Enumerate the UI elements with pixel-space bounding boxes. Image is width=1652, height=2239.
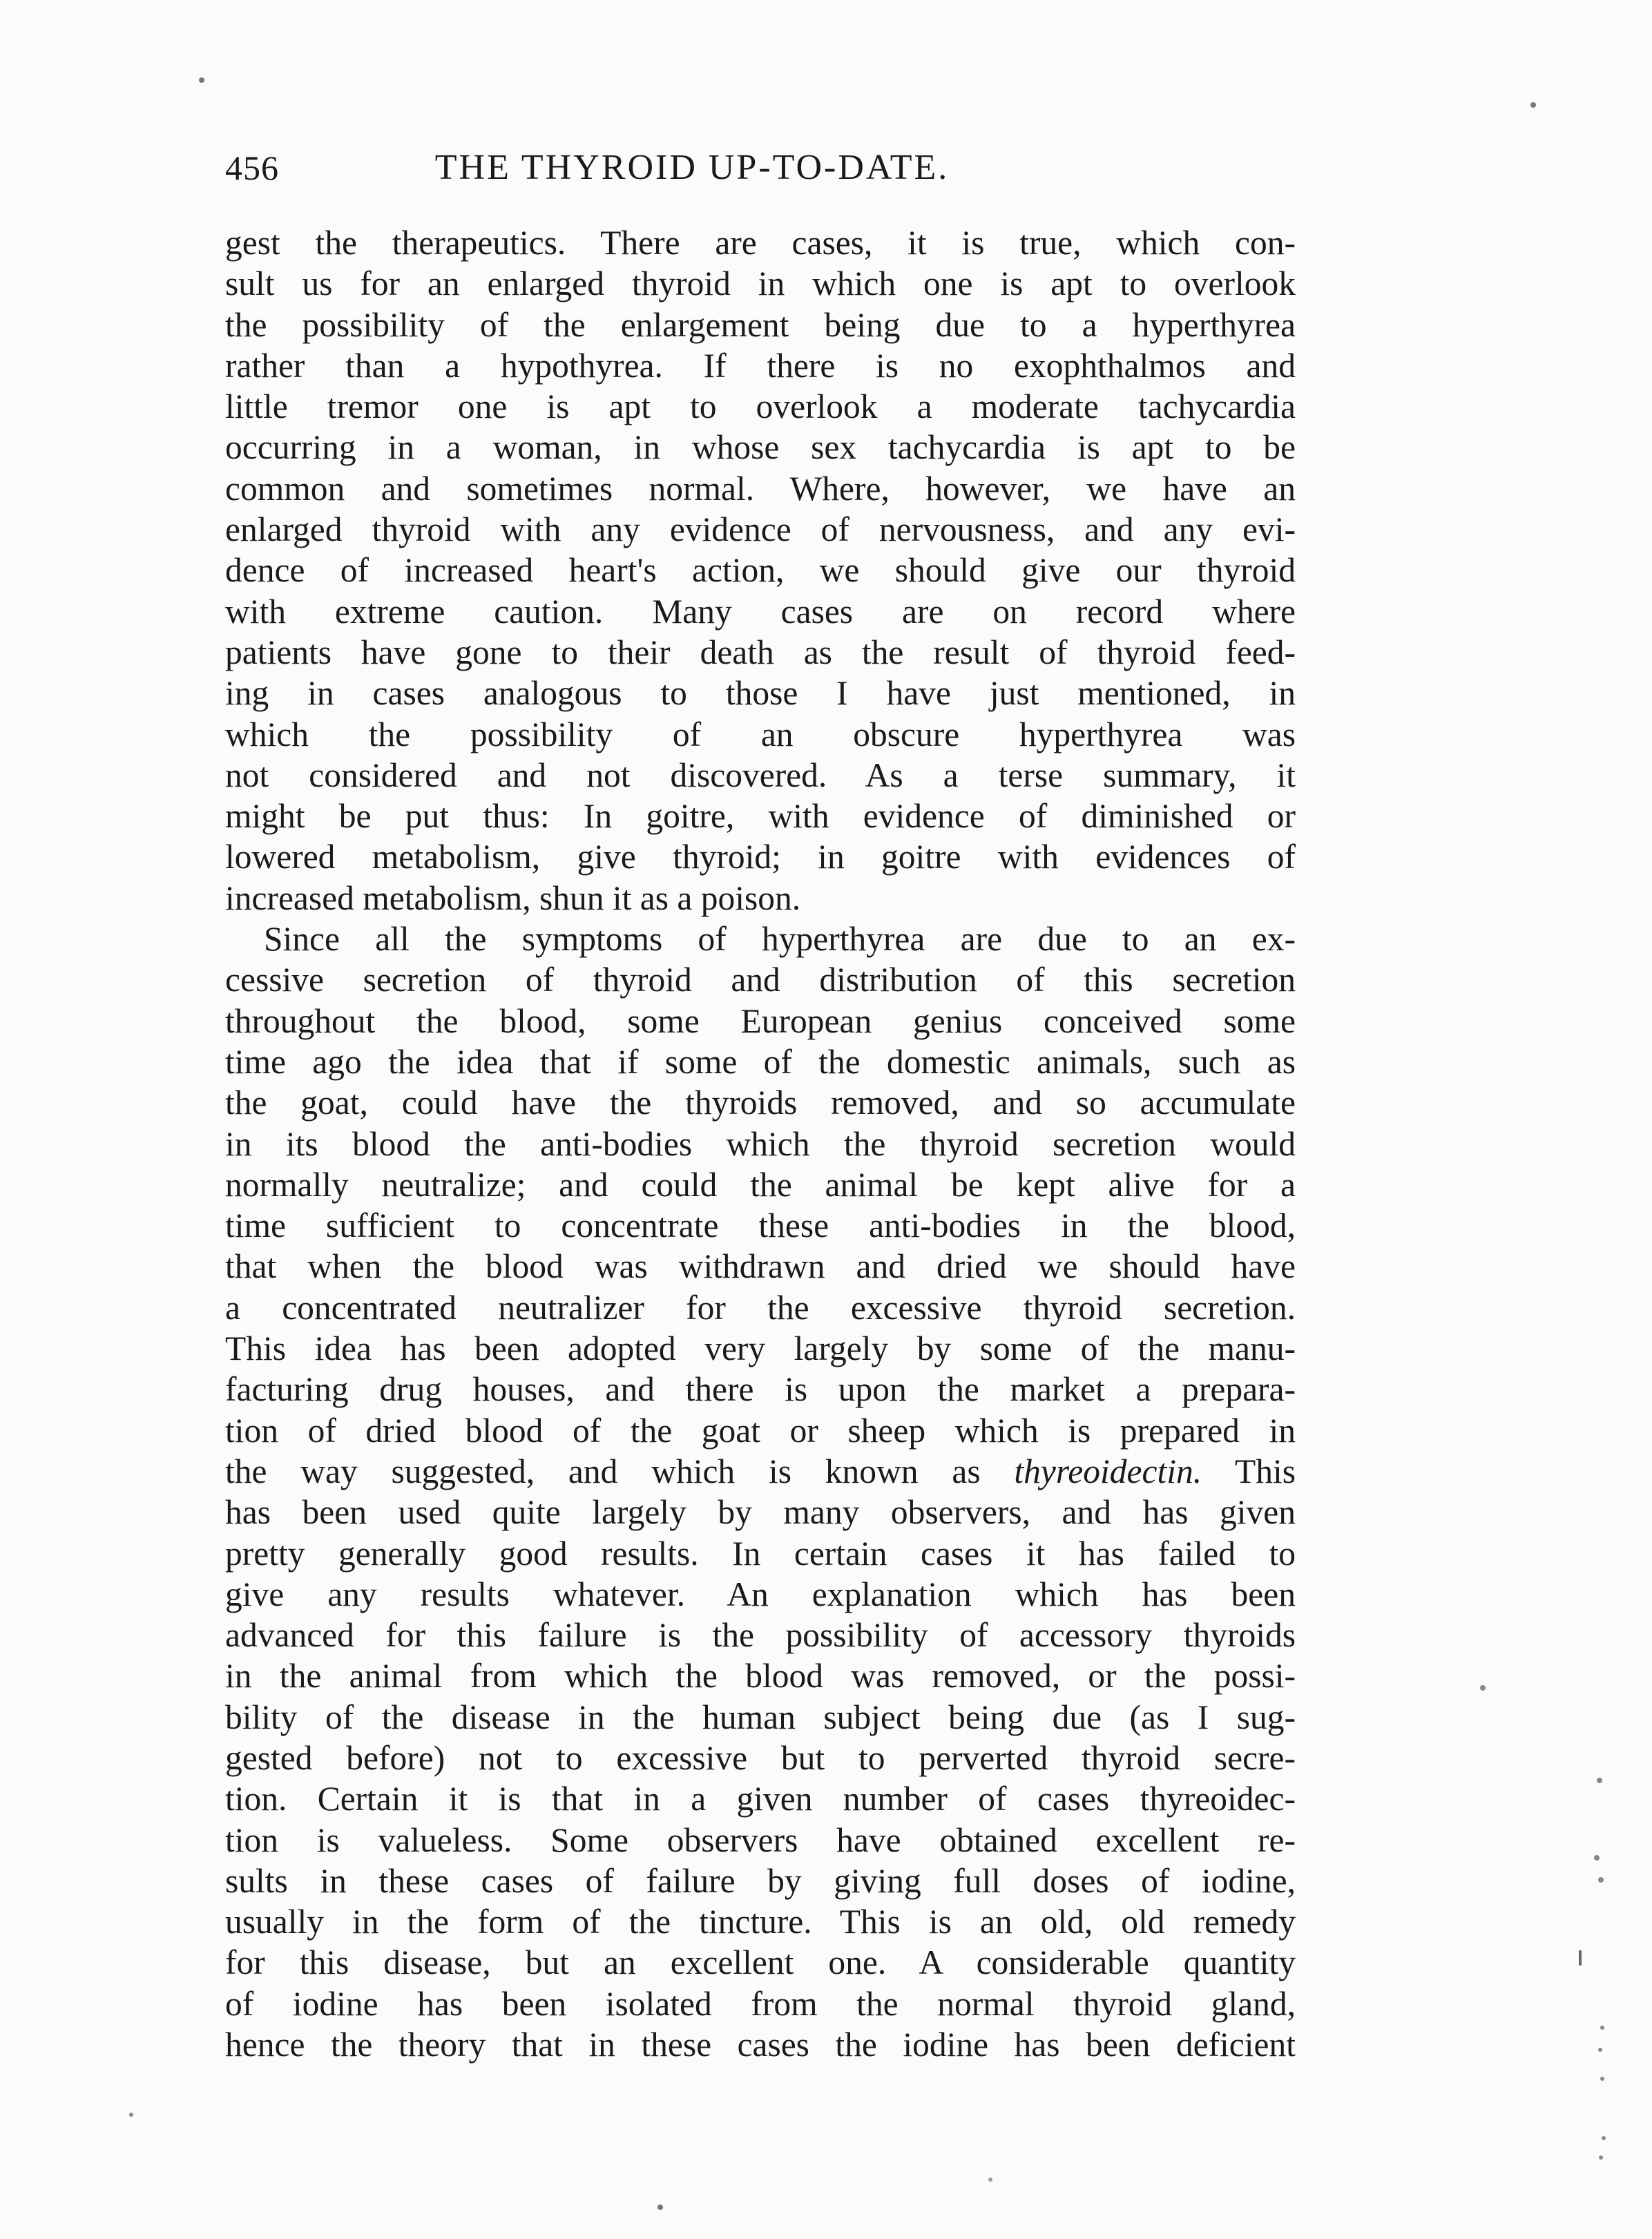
text-line: time sufficient to concentrate these anti-bodies in the blood, <box>225 1207 1296 1245</box>
text-line: pretty generally good results. In certain cases it has failed to <box>225 1534 1296 1573</box>
text-line: bility of the disease in the human subject being due (as I sug- <box>225 1698 1296 1736</box>
text-line: gested before) not to excessive but to perverted thyroid secre- <box>225 1738 1296 1777</box>
text-line: sults in these cases of failure by giving full doses of iodine, <box>225 1861 1296 1900</box>
text-run: This <box>1202 1452 1296 1490</box>
text-line: normally neutralize; and could the animal be kept alive for a <box>225 1165 1296 1204</box>
text-line: occurring in a woman, in whose sex tachycardia is apt to be <box>225 428 1296 467</box>
text-line: increased metabolism, shun it as a poison. <box>225 878 801 917</box>
italic-term: thyreoidectin. <box>1014 1452 1202 1490</box>
scan-speck <box>988 2178 992 2182</box>
page-number: 456 <box>225 148 279 187</box>
text-line: This idea has been adopted very largely by some of the manu- <box>225 1329 1296 1368</box>
scan-speck <box>1594 1855 1600 1861</box>
text-line: cessive secretion of thyroid and distribution of this secretion <box>225 961 1296 999</box>
text-line: tion of dried blood of the goat or sheep which is prepared in <box>225 1411 1296 1450</box>
text-line: of iodine has been isolated from the normal thyroid gland, <box>225 1984 1296 2023</box>
scan-speck <box>1598 1877 1604 1883</box>
scan-speck <box>1480 1685 1486 1691</box>
text-line: advanced for this failure is the possibility of accessory thyroids <box>225 1616 1296 1655</box>
text-line: enlarged thyroid with any evidence of nervousness, and any evi- <box>225 510 1296 549</box>
text-line: in the animal from which the blood was removed, or the possi- <box>225 1657 1296 1695</box>
text-line: the goat, could have the thyroids removed, and so accumulate <box>225 1084 1296 1122</box>
running-title: THE THYROID UP-TO-DATE. <box>434 148 950 187</box>
scan-speck <box>1599 2155 1603 2160</box>
text-line: patients have gone to their death as the result of thyroid feed- <box>225 633 1296 671</box>
text-line: for this disease, but an excellent one. A considerable quantity <box>225 1943 1296 1982</box>
text-line: tion is valueless. Some observers have obtained excellent re- <box>225 1820 1296 1859</box>
text-line: ing in cases analogous to those I have just mentioned, in <box>225 674 1296 713</box>
scan-speck <box>1600 2026 1604 2030</box>
text-line: time ago the idea that if some of the domestic animals, such as <box>225 1042 1296 1081</box>
text-line: Since all the symptoms of hyperthyrea are due to an ex- <box>264 920 1296 959</box>
text-line: not considered and not discovered. As a terse summary, it <box>225 756 1296 794</box>
text-line: that when the blood was withdrawn and dried we should have <box>225 1247 1296 1286</box>
scan-speck <box>657 2204 663 2210</box>
text-line: sult us for an enlarged thyroid in which one is apt to overlook <box>225 265 1296 303</box>
text-line: rather than a hypothyrea. If there is no exophthalmos and <box>225 346 1296 385</box>
text-line: give any results whatever. An explanation which has been <box>225 1575 1296 1613</box>
text-line: in its blood the anti-bodies which the thyroid secretion would <box>225 1124 1296 1163</box>
text-line: facturing drug houses, and there is upon the market a prepara- <box>225 1370 1296 1409</box>
text-line: might be put thus: In goitre, with evidence of diminished or <box>225 797 1296 836</box>
text-line: lowered metabolism, give thyroid; in goitre with evidences of <box>225 838 1296 876</box>
scan-speck <box>199 77 204 83</box>
scan-speck <box>1579 1950 1582 1966</box>
text-line: has been used quite largely by many observers, and has given <box>225 1493 1296 1532</box>
scan-speck <box>1600 2077 1604 2081</box>
scan-speck <box>1597 1778 1602 1783</box>
text-line: dence of increased heart's action, we should give our thyroid <box>225 551 1296 590</box>
text-line: little tremor one is apt to overlook a moderate tachycardia <box>225 387 1296 426</box>
text-line: which the possibility of an obscure hyperthyrea was <box>225 715 1296 753</box>
text-line: gest the therapeutics. There are cases, it is true, which con- <box>225 224 1296 262</box>
text-line: a concentrated neutralizer for the excessive thyroid secretion. <box>225 1288 1296 1327</box>
text-line: the possibility of the enlargement being due to a hyperthyrea <box>225 305 1296 344</box>
scan-speck <box>1530 102 1536 108</box>
text-line: with extreme caution. Many cases are on record where <box>225 592 1296 631</box>
text-line: hence the theory that in these cases the iodine has been deficient <box>225 2026 1296 2064</box>
text-line: common and sometimes normal. Where, however, we have an <box>225 469 1296 508</box>
text-line: usually in the form of the tincture. This is an old, old remedy <box>225 1903 1296 1941</box>
scan-speck <box>1602 2136 1606 2140</box>
text-line: throughout the blood, some European genius conceived some <box>225 1001 1296 1040</box>
text-run: the way suggested, and which is known as <box>225 1452 1015 1490</box>
scan-speck <box>129 2113 133 2117</box>
scan-speck <box>1598 2048 1602 2052</box>
text-line: tion. Certain it is that in a given number of cases thyreoidec- <box>225 1780 1296 1818</box>
